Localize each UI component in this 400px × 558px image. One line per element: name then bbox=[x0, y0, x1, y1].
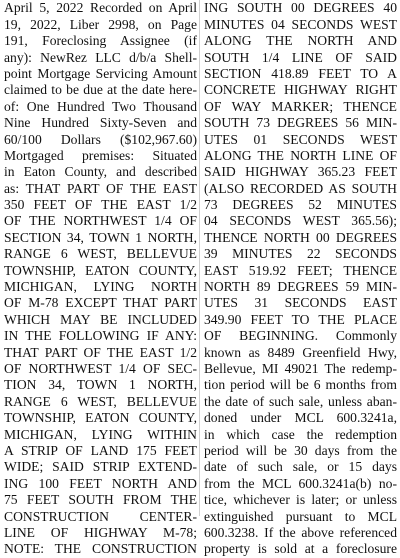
text-line: IN THE FOLLOWING IF ANY: bbox=[4, 328, 197, 344]
text-line: Bellevue, MI 49021 The redemp- bbox=[204, 361, 397, 377]
text-line: TOWNSHIP, EATON COUNTY, bbox=[4, 410, 197, 426]
text-line: tion period will be 6 months from bbox=[204, 377, 397, 393]
text-line: OF NORTHWEST 1/4 OF SEC- bbox=[4, 361, 197, 377]
text-line: 600.3238. If the above referenced bbox=[204, 525, 397, 541]
text-line: ALONG THE NORTH LINE OF bbox=[204, 148, 397, 164]
text-line: period will be 30 days from the bbox=[204, 443, 397, 459]
text-line: WIDE; SAID STRIP EXTEND- bbox=[4, 459, 197, 475]
right-text-column bbox=[204, 0, 397, 558]
text-line: 75 FEET SOUTH FROM THE bbox=[4, 492, 197, 508]
text-line: SAID HIGHWAY 365.23 FEET bbox=[204, 164, 397, 180]
text-line: date of such sale, or 15 days bbox=[204, 459, 397, 475]
text-line: TOWNSHIP, EATON COUNTY, bbox=[4, 263, 197, 279]
text-line: 04 SECONDS WEST 365.56); bbox=[204, 213, 397, 229]
text-line: LINE OF HIGHWAY M-78; bbox=[4, 525, 197, 541]
text-line: any): NewRez LLC d/b/a Shell- bbox=[4, 50, 197, 66]
text-line: THENCE NORTH 00 DEGREES bbox=[204, 230, 397, 246]
text-line: MINUTES 04 SECONDS WEST bbox=[204, 17, 397, 33]
text-line: TION 34, TOWN 1 NORTH, bbox=[4, 377, 197, 393]
text-line: EAST 519.92 FEET; THENCE bbox=[204, 263, 397, 279]
left-text-column bbox=[4, 0, 197, 558]
text-line: Mortgaged premises: Situated bbox=[4, 148, 197, 164]
text-line: known as 8489 Greenfield Hwy, bbox=[204, 345, 397, 361]
text-line: NORTH 89 DEGREES 59 MIN- bbox=[204, 279, 397, 295]
text-line: point Mortgage Servicing Amount bbox=[4, 66, 197, 82]
text-line: 19, 2022, Liber 2998, on Page bbox=[4, 17, 197, 33]
text-line: property is sold at a foreclosure bbox=[204, 541, 397, 557]
text-line: ING 100 FEET NORTH AND bbox=[4, 476, 197, 492]
text-line: OF M-78 EXCEPT THAT PART bbox=[4, 295, 197, 311]
text-line: 191, Foreclosing Assignee (if bbox=[4, 33, 197, 49]
text-line: 350 FEET OF THE EAST 1/2 bbox=[4, 197, 197, 213]
text-line: CONSTRUCTION CENTER- bbox=[4, 509, 197, 525]
text-line: WHICH MAY BE INCLUDED bbox=[4, 312, 197, 328]
text-line: A STRIP OF LAND 175 FEET bbox=[4, 443, 197, 459]
text-line: OF BEGINNING. Commonly bbox=[204, 328, 397, 344]
text-line: in Eaton County, and described bbox=[4, 164, 197, 180]
text-line: the date of such sale, unless aban- bbox=[204, 394, 397, 410]
text-line: UTES 01 SECONDS WEST bbox=[204, 132, 397, 148]
text-line: UTES 31 SECONDS EAST bbox=[204, 295, 397, 311]
text-line: THAT PART OF THE EAST 1/2 bbox=[4, 345, 197, 361]
text-line: of: One Hundred Two Thousand bbox=[4, 99, 197, 115]
text-line: claimed to be due at the date here- bbox=[4, 82, 197, 98]
text-line: OF THE NORTHWEST 1/4 OF bbox=[4, 213, 197, 229]
text-line: SOUTH 73 DEGREES 56 MIN- bbox=[204, 115, 397, 131]
text-line: from the MCL 600.3241a(b) no- bbox=[204, 476, 397, 492]
text-line: MICHIGAN, LYING WITHIN bbox=[4, 427, 197, 443]
text-line: OF WAY MARKER; THENCE bbox=[204, 99, 397, 115]
text-line: 60/100 Dollars ($102,967.60) bbox=[4, 132, 197, 148]
text-line: April 5, 2022 Recorded on April bbox=[4, 0, 197, 16]
text-line: NOTE: THE CONSTRUCTION bbox=[4, 541, 197, 557]
text-line: in which case the redemption bbox=[204, 427, 397, 443]
text-line: tice, whichever is later; or unless bbox=[204, 492, 397, 508]
text-line: CONCRETE HIGHWAY RIGHT bbox=[204, 82, 397, 98]
text-line: doned under MCL 600.3241a, bbox=[204, 410, 397, 426]
text-line: Nine Hundred Sixty-Seven and bbox=[4, 115, 197, 131]
text-line: 349.90 FEET TO THE PLACE bbox=[204, 312, 397, 328]
text-line: SECTION 34, TOWN 1 NORTH, bbox=[4, 230, 197, 246]
text-line: ALONG THE NORTH AND bbox=[204, 33, 397, 49]
text-line: RANGE 6 WEST, BELLEVUE bbox=[4, 246, 197, 262]
column-divider bbox=[199, 0, 200, 516]
text-line: 73 DEGREES 52 MINUTES bbox=[204, 197, 397, 213]
text-line: as: THAT PART OF THE EAST bbox=[4, 181, 197, 197]
text-line: SECTION 418.89 FEET TO A bbox=[204, 66, 397, 82]
text-line: extinguished pursuant to MCL bbox=[204, 509, 397, 525]
text-line: ING SOUTH 00 DEGREES 40 bbox=[204, 0, 397, 16]
text-line: (ALSO RECORDED AS SOUTH bbox=[204, 181, 397, 197]
text-line: 39 MINUTES 22 SECONDS bbox=[204, 246, 397, 262]
text-line: SOUTH 1/4 LINE OF SAID bbox=[204, 50, 397, 66]
text-line: MICHIGAN, LYING NORTH bbox=[4, 279, 197, 295]
text-line: RANGE 6 WEST, BELLEVUE bbox=[4, 394, 197, 410]
